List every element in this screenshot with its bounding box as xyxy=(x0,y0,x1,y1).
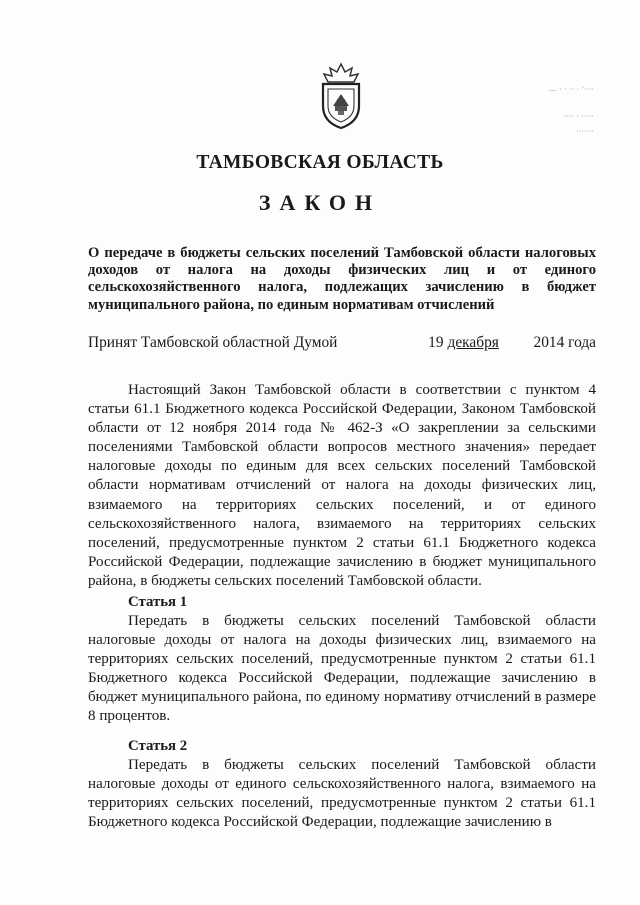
adoption-date xyxy=(428,334,596,352)
adoption-month: декабря xyxy=(447,334,499,351)
adoption-line xyxy=(88,334,596,354)
registration-stamp-line: — · · ·· · '···· xyxy=(549,85,594,94)
registration-stamp-line: ······· xyxy=(576,127,594,136)
law-title: О передаче в бюджеты сельских поселений Тамбовской области налоговых доходов от налога на доходы физических лиц и от единого сельскохозяйственного налога, подлежащих зачислению в бюджет муниципального района, по единым нормативам отчислений xyxy=(88,245,596,313)
document-type: ЗАКОН xyxy=(258,190,382,215)
article-2-heading: Статья 2 xyxy=(128,738,188,754)
preamble-paragraph: Настоящий Закон Тамбовской области в соответствии с пунктом 4 статьи 61.1 Бюджетного кодекса Российской Федерации, Законом Тамбовской области от 12 ноября 2014 года № 462-З «О закреплении за сельскими поселениями Тамбовской области вопросов местного значения» передает налоговые доходы по единым для всех сельских поселений Тамбовской области нормативам отчислений от налога на доходы физических лиц, взимаемого на территориях сельских поселений, и от единого сельскохозяйственного налога, взимаемого на территориях сельских поселений, предусмотренные пунктом 2 статьи 61.1 Бюджетного кодекса Российской Федерации, подлежащие зачислению в бюджет муниципального района, в бюджеты сельских поселений Тамбовской области. xyxy=(88,382,596,589)
adopted-by-label: Принят Тамбовской областной Думой xyxy=(88,334,338,351)
registration-stamp-line: ···· · ····· xyxy=(564,112,594,121)
adoption-year: 2014 года xyxy=(533,334,596,351)
article-1-heading: Статья 1 xyxy=(128,594,188,610)
adoption-day: 19 xyxy=(428,334,444,351)
tambov-coat-of-arms-icon xyxy=(315,62,367,130)
article-2-text: Передать в бюджеты сельских поселений Тамбовской области налоговые доходы от единого сельскохозяйственного налога, взимаемого на территориях сельских поселений, предусмотренные пунктом 2 статьи 61.1 Бюджетного кодекса Российской Федерации, подлежащие зачислению в xyxy=(88,757,596,831)
region-name: ТАМБОВСКАЯ ОБЛАСТЬ xyxy=(196,152,444,173)
article-1-text: Передать в бюджеты сельских поселений Тамбовской области налоговые доходы от налога на доходы физических лиц, взимаемого на территориях сельских поселений, предусмотренные пунктом 2 статьи 61.1 Бюджетного кодекса Российской Федерации, подлежащие зачислению в бюджет муниципального района, по единому нормативу отчислений в размере 8 процентов. xyxy=(88,613,596,725)
